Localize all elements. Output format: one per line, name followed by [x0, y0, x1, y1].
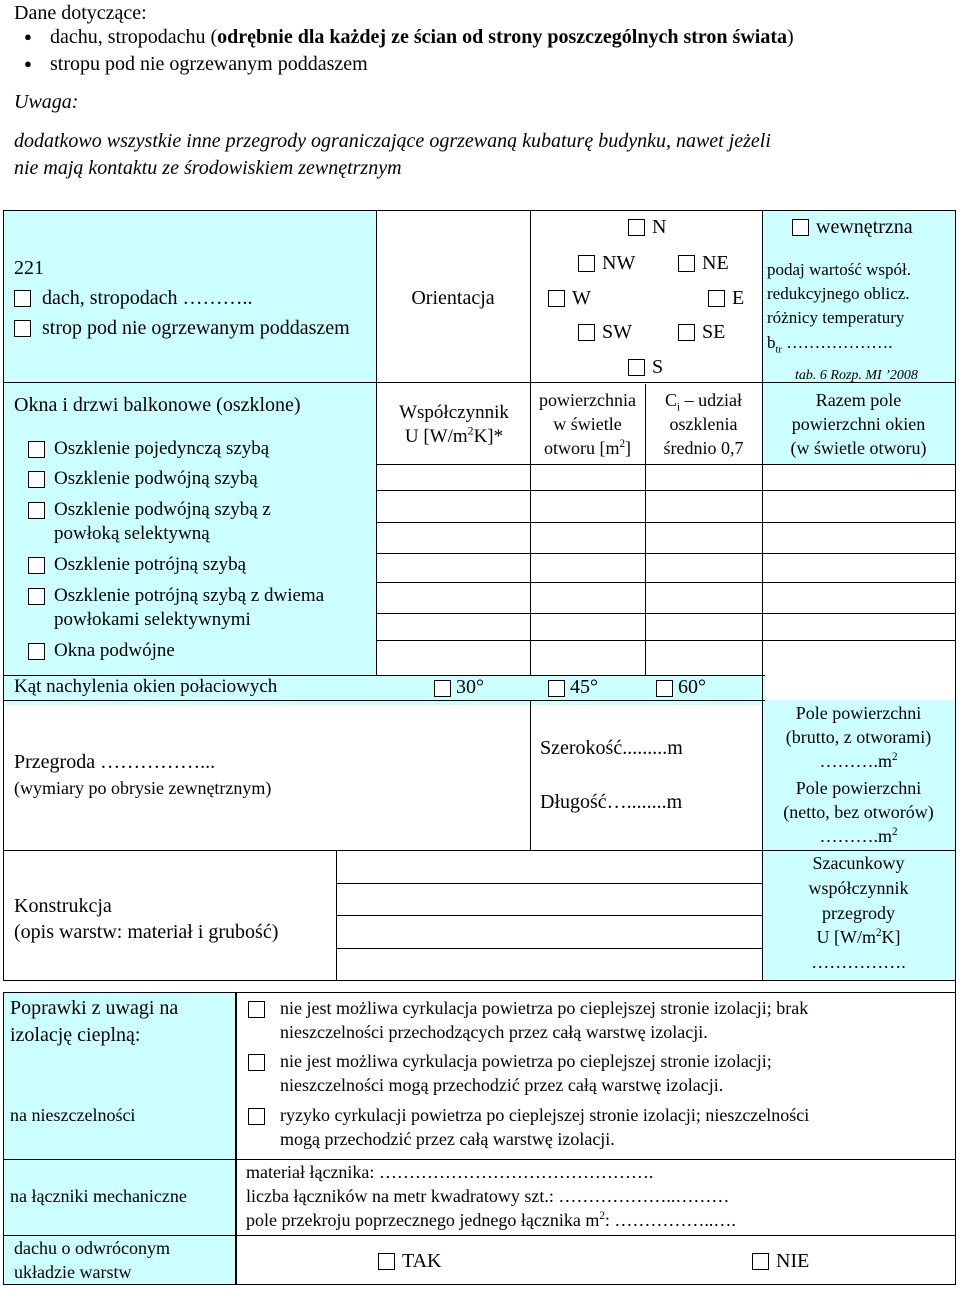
u-coefficient-header-2: U $[W/m^2K]*$ [404, 424, 504, 447]
orientation-n-label: N [652, 216, 667, 238]
windows-title: Okna i drzwi balkonowe (oszklone) [14, 394, 301, 416]
glazing-double-checkbox[interactable] [28, 471, 45, 488]
fastener-count-field[interactable]: liczba łączników na metr kwadratowy szt.: ………………..……… [246, 1186, 730, 1206]
orientation-e-label: E [732, 287, 745, 309]
construction-sublabel: (opis warstw: materiał i grubość) [14, 921, 279, 943]
inverted-roof-label-2: układzie warstw [14, 1262, 132, 1282]
orientation-n-checkbox[interactable] [628, 219, 645, 236]
estimated-u-label-4: U $[W/m^2K]$ [816, 927, 901, 947]
orientation-s-label: S [652, 356, 664, 378]
orientation-sw-label: SW [602, 321, 632, 343]
angle-45-checkbox[interactable] [548, 680, 565, 697]
leak-option-2-checkbox[interactable] [248, 1054, 265, 1071]
table-reference: tab. 6 Rozp. MI ’2008 [795, 368, 918, 383]
bullet-icon: ● [24, 56, 32, 71]
width-field[interactable]: Szerokość.........m [540, 737, 683, 759]
orientation-se-label: SE [702, 321, 726, 343]
reduction-text-2: redukcyjnego oblicz. [767, 284, 910, 303]
double-windows-checkbox[interactable] [28, 643, 45, 660]
angle-60-label: 60° [678, 676, 706, 698]
estimated-u-label-3: przegrody [822, 903, 895, 923]
area-header-3: otworu $[m^2]$ [543, 438, 632, 458]
bullet-icon: ● [24, 29, 32, 44]
angle-30-checkbox[interactable] [434, 680, 451, 697]
leak-option-1-line-1: nie jest możliwa cyrkulacja powietrza po cieplejszej stronie izolacji; brak [280, 998, 809, 1018]
leak-option-2-line-1: nie jest możliwa cyrkulacja powietrza po cieplejszej stronie izolacji; [280, 1051, 772, 1071]
glazing-triple-checkbox[interactable] [28, 557, 45, 574]
leak-option-3-checkbox[interactable] [248, 1108, 265, 1125]
orientation-nw-label: NW [602, 252, 636, 274]
orientation-w-label: W [572, 287, 591, 309]
fastener-material-field[interactable]: materiał łącznika: ………………………………………. [246, 1162, 654, 1182]
net-area-label-2: (netto, bez otworów) [783, 802, 934, 822]
glazing-triple-selective-label: Oszklenie potrójną szybą z dwiema [54, 585, 325, 606]
glazing-triple-selective-checkbox[interactable] [28, 588, 45, 605]
orientation-ne-label: NE [702, 252, 729, 274]
inverted-no-checkbox[interactable] [752, 1253, 769, 1270]
orientation-sw-checkbox[interactable] [578, 324, 595, 341]
orientation-nw-checkbox[interactable] [578, 255, 595, 272]
construction-label: Konstrukcja [14, 895, 112, 917]
leak-option-3-line-2: mogą przechodzić przez całą warstwę izolacji. [280, 1129, 615, 1149]
u-coefficient-header-1: Współczynnik [399, 402, 509, 423]
total-area-header-2: powierzchni okien [791, 414, 926, 434]
glazing-double-selective-label-2: powłoką selektywną [54, 523, 210, 544]
corrections-title-1: Poprawki z uwagi na [10, 997, 179, 1019]
leak-option-1-line-2: nieszczelności przechodzących przez całą warstwę izolacji. [280, 1022, 708, 1042]
orientation-label: Orientacja [411, 287, 495, 309]
estimated-u-label-1: Szacunkowy [812, 853, 905, 873]
note-label: Uwaga: [14, 91, 79, 113]
net-area-field[interactable]: $\dots\dots\dots.m^2$ [819, 826, 898, 846]
angle-45-label: 45° [570, 676, 598, 698]
glazing-single-label: Oszklenie pojedynczą szybą [54, 438, 270, 459]
gross-area-label-2: (brutto, z otworami) [785, 727, 932, 747]
note-line-1: dodatkowo wszystkie inne przegrody ograniczające ogrzewaną kubaturę budynku, nawet jeżeli [14, 130, 771, 152]
inverted-roof-label-1: dachu o odwróconym [14, 1238, 170, 1258]
glazing-double-label: Oszklenie podwójną szybą [54, 468, 258, 489]
orientation-e-checkbox[interactable] [708, 290, 725, 307]
area-header-2: w świetle [553, 414, 622, 434]
net-area-label-1: Pole powierzchni [795, 778, 922, 798]
partition-sublabel: (wymiary po obrysie zewnętrznym) [14, 778, 272, 798]
estimated-u-field[interactable]: ……………. [811, 952, 906, 972]
bullet-roof: dachu, stropodachu (odrębnie dla każdej ze ścian od strony poszczególnych stron świata) [50, 26, 794, 48]
reduction-text-1: podaj wartość współ. [767, 260, 912, 279]
total-area-header-3: (w świetle otworu) [790, 438, 927, 458]
orientation-w-checkbox[interactable] [548, 290, 565, 307]
partition-label[interactable]: Przegroda ……………... [14, 751, 216, 773]
section-title: Dane dotyczące: [14, 2, 147, 24]
corrections-title-2: izolację cieplną: [10, 1024, 141, 1046]
glazing-triple-label: Oszklenie potrójną szybą [54, 554, 247, 575]
length-field[interactable]: Długość…........m [540, 791, 683, 813]
glazing-double-selective-checkbox[interactable] [28, 502, 45, 519]
inverted-no-label: NIE [776, 1250, 810, 1272]
attic-ceiling-checkbox[interactable] [14, 320, 31, 337]
attic-ceiling-label: strop pod nie ogrzewanym poddaszem [42, 317, 350, 339]
glazing-header-2: oszklenia [669, 414, 738, 434]
glazing-header-3: średnio 0,7 [663, 438, 744, 458]
roof-window-angle-label: Kąt nachylenia okien połaciowych [14, 676, 278, 697]
fasteners-label: na łączniki mechaniczne [10, 1186, 187, 1206]
roof-checkbox[interactable] [14, 290, 31, 307]
gross-area-field[interactable]: $\dots\dots\dots.m^2$ [819, 751, 898, 771]
inverted-yes-label: TAK [402, 1250, 442, 1272]
area-header-1: powierzchnia [539, 390, 636, 410]
btr-field[interactable]: $b_{tr}$ ………………. [767, 333, 893, 356]
glazing-header-1: $C_i$ – udział [664, 390, 743, 414]
internal-checkbox[interactable] [792, 219, 809, 236]
total-area-header-1: Razem pole [815, 390, 902, 410]
orientation-s-checkbox[interactable] [628, 359, 645, 376]
leak-option-3-line-1: ryzyko cyrkulacji powietrza po cieplejszej stronie izolacji; nieszczelności [280, 1105, 810, 1125]
reduction-text-3: różnicy temperatury [767, 308, 905, 327]
roof-option-label: dach, stropodach ……….. [42, 287, 253, 309]
estimated-u-label-2: współczynnik [808, 878, 909, 898]
angle-60-checkbox[interactable] [656, 680, 673, 697]
orientation-se-checkbox[interactable] [678, 324, 695, 341]
note-line-2: nie mają kontaktu ze środowiskiem zewnętrznym [14, 157, 402, 179]
leaks-label: na nieszczelności [10, 1105, 136, 1125]
leak-option-2-line-2: nieszczelności mogą przechodzić przez całą warstwę izolacji. [280, 1075, 724, 1095]
inverted-yes-checkbox[interactable] [378, 1253, 395, 1270]
glazing-triple-selective-label-2: powłokami selektywnymi [54, 609, 251, 630]
double-windows-label: Okna podwójne [54, 640, 175, 661]
internal-label: wewnętrzna [816, 216, 913, 238]
glazing-single-checkbox[interactable] [28, 441, 45, 458]
leak-option-1-checkbox[interactable] [248, 1001, 265, 1018]
gross-area-label-1: Pole powierzchni [795, 703, 922, 723]
bullet-ceiling: stropu pod nie ogrzewanym poddaszem [50, 53, 368, 75]
angle-30-label: 30° [456, 676, 484, 698]
fastener-area-field[interactable]: pole przekroju poprzecznego jednego łącznika $m^2$: ……………..…. [246, 1210, 736, 1230]
orientation-ne-checkbox[interactable] [678, 255, 695, 272]
section-number: 221 [14, 257, 44, 279]
glazing-double-selective-label: Oszklenie podwójną szybą z [54, 499, 271, 520]
